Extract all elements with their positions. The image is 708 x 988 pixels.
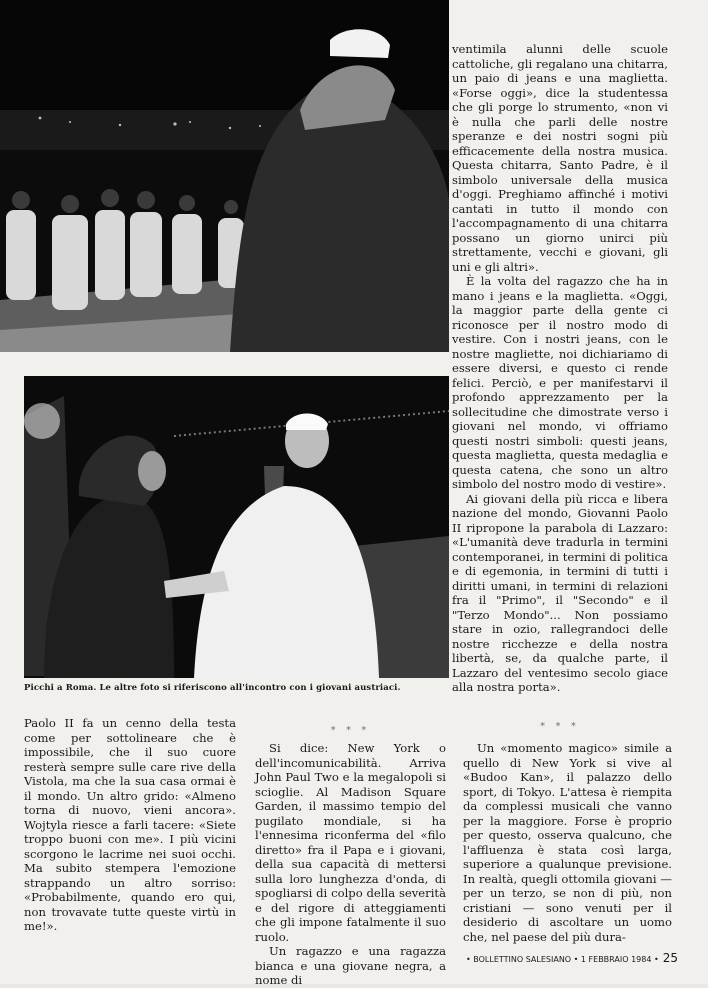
paragraph: Un «momento magico» simile a quello di New York si vive al «Budoo Kan», il palazzo dello sport, di Tokyo. L'attesa è riempita da complessi musicali che vanno per la maggiore. Forse è proprio per questo, osserva qualcuno, che l'affluenza è stata così larga, superiore a qualunque previsione. In realtà, quegli ottomila giovani — per un terzo, se non di più, non cristiani — sono venuti per il desiderio di ascoltare un uomo che, nel paese del più dura- [463,741,672,944]
photo-top [0,0,449,352]
section-separator: * * * [540,722,580,732]
footer-publication: • BOLLETTINO SALESIANO • 1 FEBBRAIO 1984 • [466,955,659,964]
photo-bottom [24,376,449,678]
column-bottom-middle [255,741,446,988]
paragraph: Paolo II fa un cenno della testa come per sottolineare che è impossibile, che il suo cuore resterà sempre sulle care rive della Vistola, ma che la sua casa ormai è il mondo. Un altro grido: «Almeno torna di nuovo, vieni ancora». Wojtyla riesce a farli tacere: «Siete troppo buoni con me». I più vicini scorgono le lacrime nei suoi occhi. Ma subito stempera l'emozione strappando un altro sorriso: «Probabilmente, quando ero qui, non trovavate tutte queste virtù in me!». [24,716,236,933]
column-right [452,42,668,695]
paragraph: Ai giovani della più ricca e libera nazione del mondo, Giovanni Paolo II ripropone la parabola di Lazzaro: «L'umanità deve tradurla in termini contemporanei, in termini di politica e di egemonia, in termini di tutti i diritti umani, in termini di relazioni fra il "Primo", il "Secondo" e il "Terzo Mondo"... Non possiamo stare in ozio, rallegrandoci delle nostre ricchezze e della nostra libertà, se, da qualche parte, il Lazzaro del ventesimo secolo giace alla nostra porta». [452,491,668,694]
paragraph: È la volta del ragazzo che ha in mano i jeans e la maglietta. «Oggi, la maggior parte della gente ci riconosce per il nostro modo di vestire. Con i nostri jeans, con le nostre magliette, noi dichiariamo di essere diversi, e questo ci rende felici. Perciò, e per manifestarvi il profondo apprezzamento per la sollecitudine che dimostrate verso i giovani nel mondo, vi offriamo questi nostri simboli: questi jeans, questa maglietta, questa medaglia e questa catena, che sono un altro simbolo del nostro modo di vestire». [452,274,668,491]
column-bottom-left [24,716,236,934]
paragraph: Si dice: New York o dell'incomunicabilità. Arriva John Paul Two e la megalopoli si scioglie. Al Madison Square Garden, il massimo tempio del pugilato mondiale, si ha l'ennesima riconferma del «filo diretto» fra il Papa e i giovani, della sua capacità di mettersi sulla loro lunghezza d'onda, di spogliarsi di colpo della severità e del rigore di atteggiamenti che gli impone fatalmente il suo ruolo. [255,741,446,944]
column-bottom-right [463,741,672,944]
section-separator: * * * [330,726,371,736]
page-footer [466,951,686,965]
paragraph: Un ragazzo e una ragazza bianca e una giovane negra, a nome di [255,944,446,987]
photo-caption: Picchi a Roma. Le altre foto si riferiscono all'incontro con i giovani austriaci. [24,683,401,693]
paragraph: ventimila alunni delle scuole cattoliche, gli regalano una chitarra, un paio di jeans e una maglietta. «Forse oggi», dice la studentessa che gli porge lo strumento, «non vi è nulla che parli delle nostre speranze e dei nostri sogni più efficacemente della nostra musica. Questa chitarra, Santo Padre, è il simbolo universale della musica d'oggi. Preghiamo affinché i motivi cantati in tutto il mondo con l'accompagnamento di una chitarra possano un giorno unirci più strettamente, vecchi e giovani, gli uni e gli altri». [452,42,668,274]
page-number: 25 [662,951,678,965]
